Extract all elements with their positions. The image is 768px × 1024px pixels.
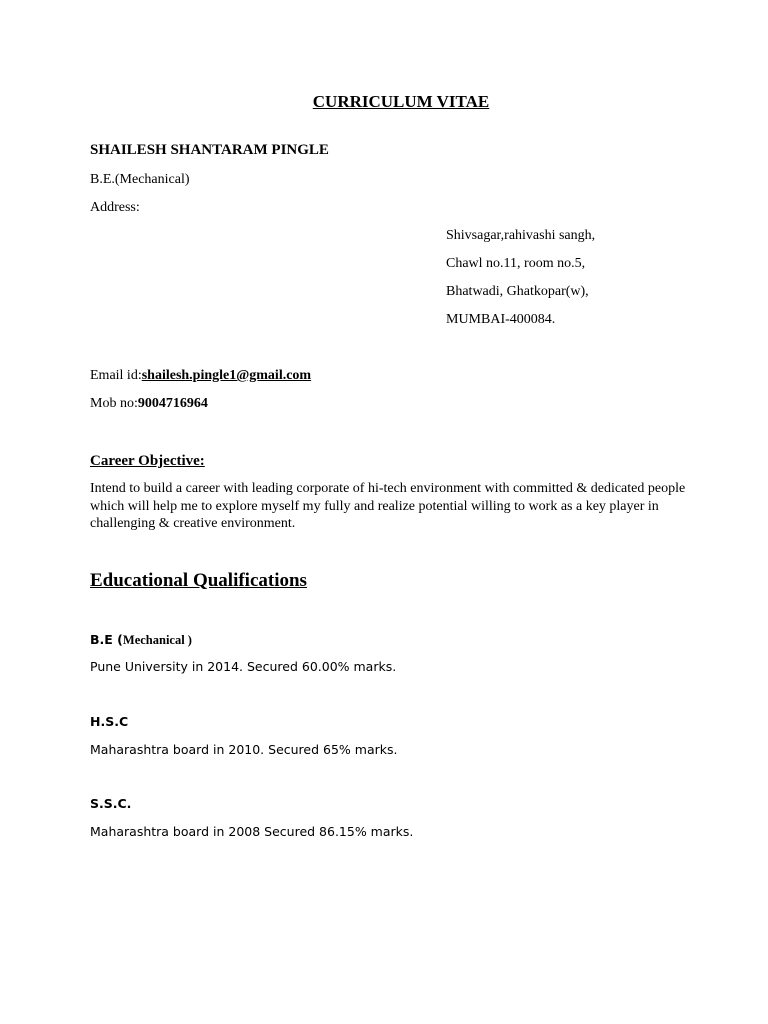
qualification-title: H.S.C [90, 714, 129, 729]
mobile-label: Mob no: [90, 396, 138, 411]
address-label: Address: [90, 200, 140, 215]
mobile-number: 9004716964 [137, 396, 208, 411]
qualification-detail: Maharashtra board in 2010. Secured 65% marks. [90, 742, 398, 757]
qualification-detail: Pune University in 2014. Secured 60.00% marks. [90, 659, 397, 674]
mobile-row [90, 396, 208, 412]
email-link[interactable]: shailesh.pingle1@gmail.com [141, 368, 312, 383]
document-title: CURRICULUM VITAE [312, 92, 490, 111]
email-row [90, 368, 311, 384]
qualification-title: S.S.C. [90, 796, 132, 811]
candidate-name: SHAILESH SHANTARAM PINGLE [90, 142, 329, 158]
email-label: Email id: [90, 368, 142, 383]
career-objective-text: Intend to build a career with leading corporate of hi-tech environment with committed & dedicated people which will help me to explore myself my fully and realize potential willing to work as a key player in challenging & creative environment. [90, 481, 686, 531]
address-line: MUMBAI-400084. [446, 312, 556, 327]
degree: B.E.(Mechanical) [90, 172, 190, 187]
qualification-title-main: Mechanical ) [122, 633, 192, 647]
education-heading: Educational Qualifications [90, 570, 307, 591]
address-line: Chawl no.11, room no.5, [446, 256, 586, 271]
qualification-title [90, 632, 192, 648]
address-line: Bhatwadi, Ghatkopar(w), [446, 284, 589, 299]
qualification-title-prefix: B.E ( [90, 632, 123, 647]
career-objective-heading: Career Objective: [90, 453, 205, 469]
qualification-detail: Maharashtra board in 2008 Secured 86.15% marks. [90, 824, 414, 839]
address-line: Shivsagar,rahivashi sangh, [446, 228, 596, 243]
